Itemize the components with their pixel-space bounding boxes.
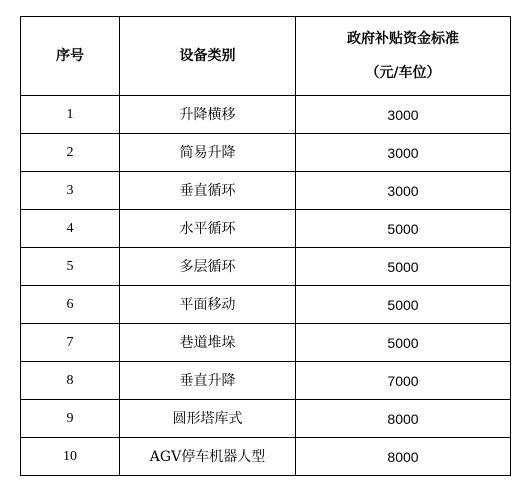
serial-number-cell: 9 <box>21 400 120 438</box>
header-subsidy-standard <box>296 17 511 96</box>
subsidy-amount-cell: 3000 <box>296 96 511 134</box>
serial-number-cell: 8 <box>21 362 120 400</box>
table-row <box>21 438 511 476</box>
serial-number-cell: 3 <box>21 172 120 210</box>
equipment-type-cell: 水平循环 <box>120 210 296 248</box>
header-serial-number: 序号 <box>21 17 120 96</box>
table-row <box>21 210 511 248</box>
header-subsidy-unit: （元/车位） <box>365 65 441 81</box>
equipment-type-cell: AGV停车机器人型 <box>120 438 296 476</box>
table-row <box>21 248 511 286</box>
subsidy-amount-cell: 8000 <box>296 400 511 438</box>
subsidy-amount-cell: 3000 <box>296 172 511 210</box>
serial-number-cell: 2 <box>21 134 120 172</box>
table-row <box>21 96 511 134</box>
header-subsidy-title: 政府补贴资金标准 <box>347 31 459 47</box>
subsidy-amount-cell: 5000 <box>296 248 511 286</box>
subsidy-amount-cell: 7000 <box>296 362 511 400</box>
serial-number-cell: 1 <box>21 96 120 134</box>
serial-number-cell: 6 <box>21 286 120 324</box>
table-row <box>21 362 511 400</box>
table-header-row <box>21 17 511 96</box>
serial-number-cell: 5 <box>21 248 120 286</box>
subsidy-amount-cell: 3000 <box>296 134 511 172</box>
table-row <box>21 324 511 362</box>
subsidy-amount-cell: 5000 <box>296 286 511 324</box>
header-equipment-type: 设备类别 <box>120 17 296 96</box>
subsidy-standard-table <box>20 16 511 476</box>
equipment-type-cell: 多层循环 <box>120 248 296 286</box>
equipment-type-cell: 平面移动 <box>120 286 296 324</box>
equipment-type-cell: 垂直循环 <box>120 172 296 210</box>
table-row <box>21 400 511 438</box>
table-row <box>21 134 511 172</box>
subsidy-amount-cell: 8000 <box>296 438 511 476</box>
subsidy-amount-cell: 5000 <box>296 210 511 248</box>
equipment-type-cell: 巷道堆垛 <box>120 324 296 362</box>
subsidy-amount-cell: 5000 <box>296 324 511 362</box>
serial-number-cell: 4 <box>21 210 120 248</box>
equipment-type-cell: 简易升降 <box>120 134 296 172</box>
serial-number-cell: 10 <box>21 438 120 476</box>
table-row <box>21 286 511 324</box>
equipment-type-cell: 垂直升降 <box>120 362 296 400</box>
equipment-type-cell: 圆形塔库式 <box>120 400 296 438</box>
table-row <box>21 172 511 210</box>
serial-number-cell: 7 <box>21 324 120 362</box>
equipment-type-cell: 升降横移 <box>120 96 296 134</box>
